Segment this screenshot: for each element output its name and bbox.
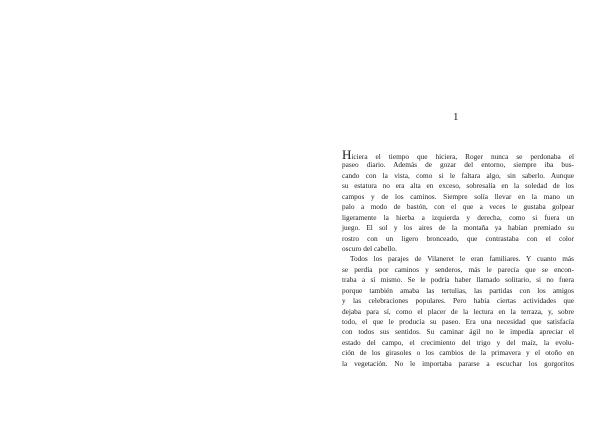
text-line: juego. El sol y los aires de la montaña ya habían premiado su (342, 223, 574, 233)
body-text (342, 147, 574, 369)
text-line: dejaba para sí, como el placer de la lectura en la terraza, y, sobre (342, 306, 574, 316)
text-line: oscuro del cabello. (342, 243, 397, 253)
text-line: se perdía por caminos y senderos, más le parecía que se encon- (342, 264, 574, 274)
text-line: la vegetación. No le importaba pararse a escuchar los gorgoritos (342, 358, 574, 368)
text-line: y las celebraciones populares. Pero había ciertas actividades que (342, 296, 574, 306)
text-line: rostro con un ligero bronceado, que contrastaba con el color (342, 233, 574, 243)
text-line: estado del campo, el crecimiento del trigo y del maíz, la evolu- (342, 337, 574, 347)
text-line: paseo diario. Además de gozar del entorno, siempre iba bus- (342, 160, 574, 170)
text-line: todo, el que le producía su paseo. Era una necesidad que satisfacía (342, 317, 574, 326)
text-line: su estatura no era alta en exceso, sobresalía en la soledad de los (342, 181, 574, 191)
text-line: porque también amaba las tertulias, las partidas con los amigos (342, 285, 574, 295)
text-line: Todos los parajes de Vilaneret le eran familiares. Y cuanto más (350, 254, 574, 264)
text-line: cando con la vista, como si le faltara algo, sin saberlo. Aunque (342, 170, 574, 180)
text-line: con todos sus sentidos. Su caminar ágil no le impedía apreciar el (342, 327, 574, 337)
initial-capital: H (342, 147, 352, 162)
text-line: ción de los girasoles o los cambios de la primavera y el otoño en (342, 348, 574, 358)
chapter-number: 1 (453, 111, 459, 123)
text-line: traba a sí mismo. Se le podría haber llamado solitario, si no fuera (342, 275, 574, 285)
text-line: ligeramente la hierba a izquierda y derecha, como si fuera un (342, 212, 574, 222)
text-line: campos y de los caminos. Siempre solía llevar en la mano un (342, 191, 574, 201)
text-line: Hiciera el tiempo que hiciera, Roger nunca se perdonaba el (342, 147, 574, 162)
text-line: palo a modo de bastón, con el que a veces le gustaba golpear (342, 202, 574, 212)
